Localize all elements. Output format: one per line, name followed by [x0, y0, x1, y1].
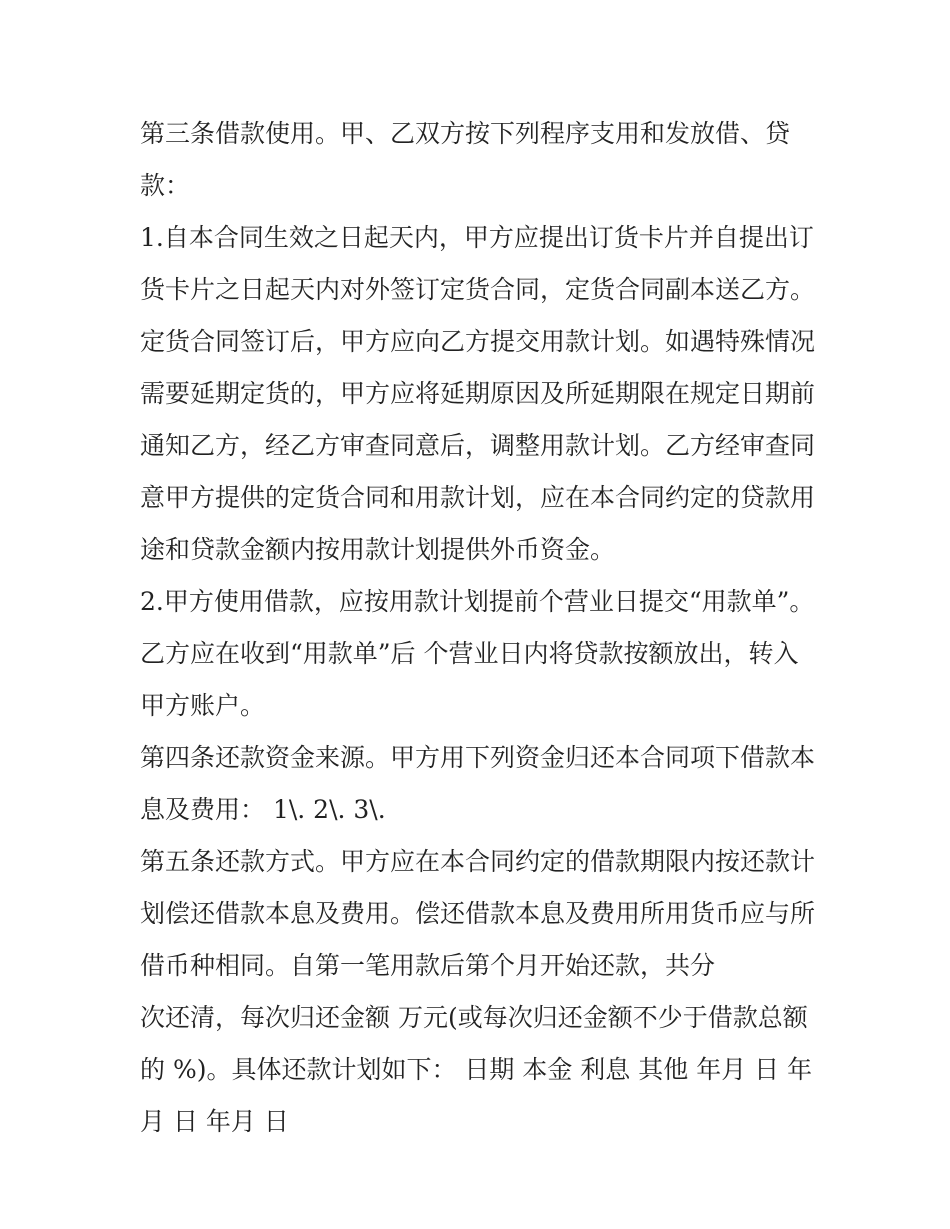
- text-line: 意甲方提供的定货合同和用款计划，应在本合同约定的贷款用: [140, 483, 816, 512]
- text-line: 途和贷款金额内按用款计划提供外币资金。: [140, 535, 616, 564]
- text-line: 月 日 年月 日: [140, 1107, 289, 1136]
- contract-text-body: [140, 108, 830, 1148]
- text-line: 次还清，每次归还金额 万元(或每次归还金额不少于借款总额: [140, 1003, 808, 1032]
- text-line: 第三条借款使用。甲、乙双方按下列程序支用和发放借、贷: [140, 119, 791, 148]
- text-line: 需要延期定货的，甲方应将延期原因及所延期限在规定日期前: [140, 379, 816, 408]
- text-line: 1.自本合同生效之日起天内，甲方应提出订货卡片并自提出订: [140, 223, 814, 252]
- text-line: 第五条还款方式。甲方应在本合同约定的借款期限内按还款计: [140, 847, 816, 876]
- text-line: 货卡片之日起天内对外签订定货合同，定货合同副本送乙方。: [140, 275, 816, 304]
- text-line: 定货合同签订后，甲方应向乙方提交用款计划。如遇特殊情况: [140, 327, 816, 356]
- text-line: 的 %)。具体还款计划如下： 日期 本金 利息 其他 年月 日 年: [140, 1055, 813, 1084]
- text-line: 甲方账户。: [140, 691, 266, 720]
- text-line: 第四条还款资金来源。甲方用下列资金归还本合同项下借款本: [140, 743, 816, 772]
- text-line: 款：: [140, 171, 191, 200]
- text-line: 2.甲方使用借款，应按用款计划提前个营业日提交“用款单”。: [140, 587, 815, 616]
- text-line: 划偿还借款本息及费用。偿还借款本息及费用所用货币应与所: [140, 899, 816, 928]
- text-line: 乙方应在收到“用款单”后 个营业日内将贷款按额放出，转入: [140, 639, 799, 668]
- text-line: 借币种相同。自第一笔用款后第个月开始还款，共分: [140, 951, 716, 980]
- text-line: 通知乙方，经乙方审查同意后，调整用款计划。乙方经审查同: [140, 431, 816, 460]
- text-line: 息及费用： 1\. 2\. 3\.: [140, 795, 386, 824]
